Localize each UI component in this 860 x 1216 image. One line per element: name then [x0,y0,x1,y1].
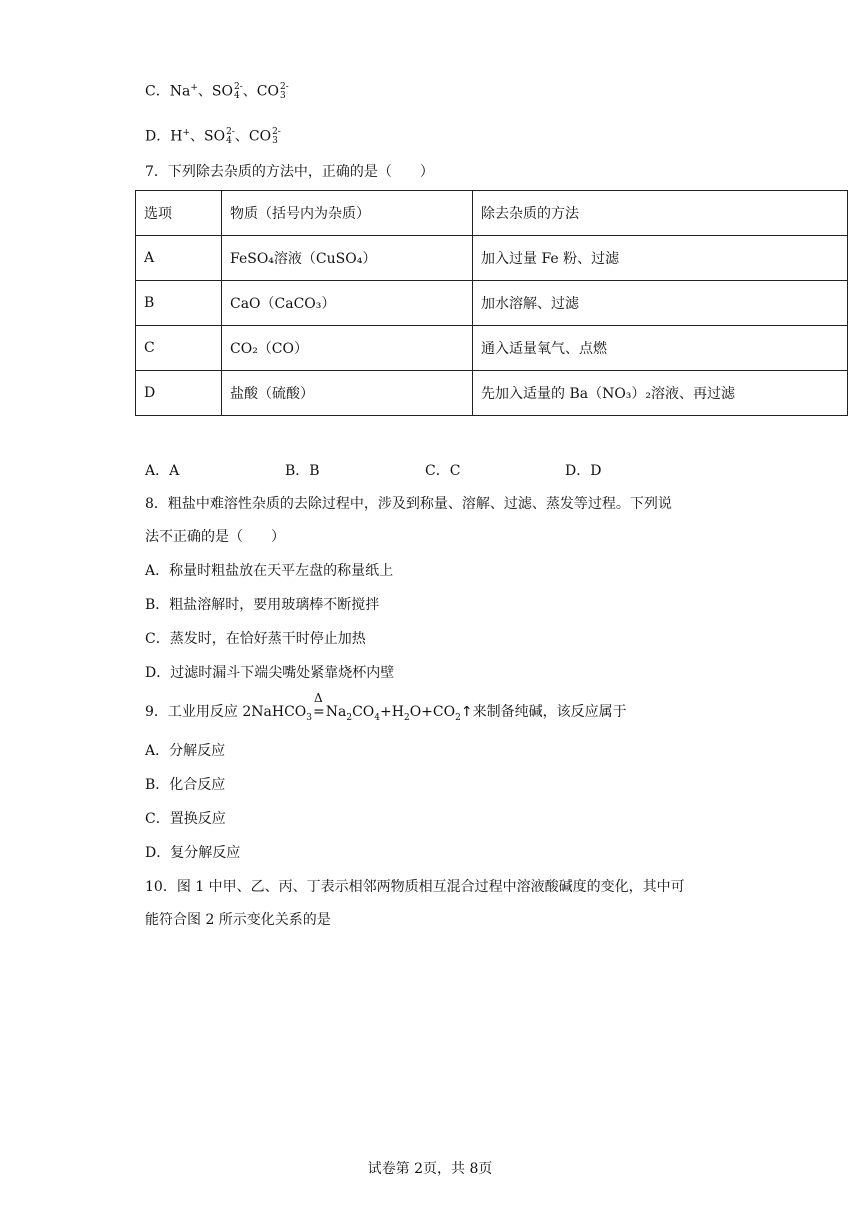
table-cell: C [136,326,222,371]
gas-arrow-icon: ↑ [460,704,473,720]
q7-stem: 7．下列除去杂质的方法中，正确的是（ ） [145,164,434,180]
q9-option-d[interactable]: D．复分解反应 [145,845,241,861]
q7-option-b[interactable]: B．B [285,463,320,479]
q8-option-b[interactable]: B．粗盐溶解时，要用玻璃棒不断搅拌 [145,597,380,613]
table-cell: CaO（CaCO₃） [222,281,473,326]
q9-option-b[interactable]: B．化合反应 [145,777,226,793]
table-cell: FeSO₄溶液（CuSO₄） [222,236,473,281]
table-cell: 通入适量氧气、点燃 [473,326,848,371]
q9-stem: 9．工业用反应 2NaHCO$_3$ Δ $=Na_2CO_4+H_2O+CO_2↑$来制备纯碱，该反应属于 [145,691,627,723]
q9-option-c[interactable]: C．置换反应 [145,811,226,827]
page-footer: 试卷第 2页，共 8页 [367,1161,493,1177]
q6-option-c: C．Na+、SO 2- 4 、CO 2- 3 [145,81,289,101]
table-cell: 加入过量 Fe 粉、过滤 [473,236,848,281]
q8-option-a[interactable]: A．称量时粗盐放在天平左盘的称量纸上 [145,563,394,579]
table-cell: B [136,281,222,326]
table-cell: 选项 [136,191,222,236]
table-row [136,371,848,416]
table-cell: 物质（括号内为杂质） [222,191,473,236]
q8-stem-line2: 法不正确的是（ ） [145,529,285,545]
q6-option-d: D．H+、SO 2- 4 、CO 2- 3 [145,126,281,146]
heat-condition-sign: Δ = [313,691,325,720]
q7-option-c[interactable]: C．C [425,463,461,479]
table-cell: D [136,371,222,416]
q6-option-c-label: C． [145,83,170,100]
q8-option-c[interactable]: C．蒸发时，在恰好蒸干时停止加热 [145,631,366,647]
q10-stem-line2: 能符合图 2 所示变化关系的是 [145,912,331,928]
q9-stem-before: 9．工业用反应 2NaHCO [145,704,307,720]
table-cell: 盐酸（硫酸） [222,371,473,416]
table-row [136,191,848,236]
table-cell: A [136,236,222,281]
q8-stem-line1: 8．粗盐中难溶性杂质的去除过程中，涉及到称量、溶解、过滤、蒸发等过程。下列说 [145,496,672,512]
table-row [136,326,848,371]
table-cell: CO₂（CO） [222,326,473,371]
q7-option-a[interactable]: A．A [145,463,180,479]
table-row [136,236,848,281]
q10-stem-line1: 10．图 1 中甲、乙、丙、丁表示相邻两物质相互混合过程中溶液酸碱度的变化，其中可 [145,879,685,895]
table-row [136,281,848,326]
q9-option-a[interactable]: A．分解反应 [145,743,226,759]
q8-option-d[interactable]: D．过滤时漏斗下端尖嘴处紧靠烧杯内壁 [145,665,395,681]
q7-options [145,460,705,480]
table-cell: 加水溶解、过滤 [473,281,848,326]
q7-option-d[interactable]: D．D [565,463,602,479]
q7-table [135,190,848,416]
q6-option-d-label: D． [145,128,171,145]
table-cell: 除去杂质的方法 [473,191,848,236]
q9-stem-after: 来制备纯碱，该反应属于 [472,704,627,720]
table-cell: 先加入适量的 Ba（NO₃）₂溶液、再过滤 [473,371,848,416]
